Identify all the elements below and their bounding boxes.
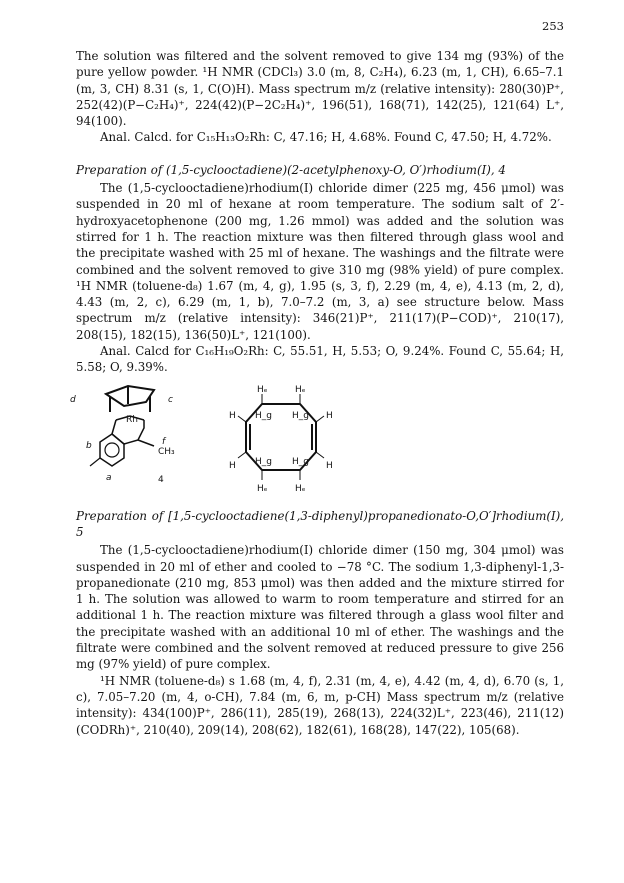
label-he-bottom-right: Hₑ	[295, 483, 306, 494]
page-number: 253	[542, 19, 564, 33]
label-he-top-right: Hₑ	[295, 384, 306, 395]
compound-4-structure	[76, 382, 206, 492]
label-compound-4: 4	[158, 474, 164, 485]
label-h-left-1: H	[229, 410, 236, 421]
label-b: b	[86, 440, 92, 451]
label-he-bottom-left: Hₑ	[257, 483, 268, 494]
label-d: d	[70, 394, 76, 405]
label-h-right-2: H	[326, 460, 333, 471]
label-f: f	[162, 436, 166, 447]
page-body	[70, 48, 564, 738]
label-h-right-1: H	[326, 410, 333, 421]
label-hg-4: H_g	[292, 456, 309, 467]
structure-figure	[70, 382, 564, 494]
label-hg-3: H_g	[255, 456, 272, 467]
paragraph-1: The solution was filtered and the solvent removed to give 134 mg (93%) of the pure yellow powder. ¹H NMR (CDCl₃) 3.0 (m, 8, C₂H₄), 6.23 (m, 1, CH), 6.65–7.1 (m, 3, CH) 8.31 (s, 1, C(O)H). Mass spectrum m/z (relative intensity): 280(30)P⁺, 252(42)(P−C₂H₄)⁺, 224(42)(P−2C₂H₄)⁺, 196(51), 168(71), 142(25), 121(64) L⁺, 94(100).	[76, 49, 564, 129]
label-rh: Rh	[126, 414, 138, 425]
paragraph-6: ¹H NMR (toluene-d₈) s 1.68 (m, 4, f), 2.31 (m, 4, e), 4.42 (m, 4, d), 6.70 (s, 1, c), 7.05–7.20 (m, 4, o-CH), 7.84 (m, 6, m, p-CH) Mass spectrum m/z (relative intensity): 434(100)P⁺, 286(11), 285(19), 268(13), 224(32)L⁺, 223(46), 211(12)(CODRh)⁺, 210(40), 209(14), 208(62), 182(61), 168(28), 147(22), 105(68).	[76, 673, 564, 737]
label-c: c	[168, 394, 173, 405]
label-hg-2: H_g	[292, 410, 309, 421]
label-hg-1: H_g	[255, 410, 272, 421]
label-a: a	[106, 472, 112, 483]
paragraph-3: The (1,5-cyclooctadiene)rhodium(I) chloride dimer (225 mg, 456 μmol) was suspended in 20 ml of hexane at room temperature. The sodium salt of 2′-hydroxyacetophenone (200 mg, 1.26 mmol) was added and the solution was stirred for 1 h. The reaction mixture was then filtered through glass wool and the precipitate washed with 25 ml of hexane. The washings and the filtrate were combined and the solvent removed to give 310 mg (98% yield) of pure complex. ¹H NMR (toluene-d₈) 1.67 (m, 4, g), 1.95 (s, 3, f), 2.29 (m, 4, e), 4.13 (m, 2, d), 4.43 (m, 2, c), 6.29 (m, 1, b), 7.0–7.2 (m, 3, a) see structure below. Mass spectrum m/z (relative intensity): 346(21)P⁺, 211(17)(P−COD)⁺, 210(17), 208(15), 182(15), 136(50)L⁺, 121(100).	[76, 181, 564, 342]
label-h-left-2: H	[229, 460, 236, 471]
label-he-top-left: Hₑ	[257, 384, 268, 395]
paragraph-2: Anal. Calcd. for C₁₅H₁₃O₂Rh: C, 47.16; H, 4.68%. Found C, 47.50; H, 4.72%.	[100, 130, 552, 145]
section-heading-4: Preparation of (1,5-cyclooctadiene)(2-acetylphenoxy-O, O′)rhodium(I), 4	[76, 162, 506, 177]
paragraph-5: The (1,5-cyclooctadiene)rhodium(I) chloride dimer (150 mg, 304 μmol) was suspended in 20 ml of ether and cooled to −78 °C. The sodium 1,3-diphenyl-1,3-propanedionate (210 mg, 853 μmol) was then added and the mixture stirred for 1 h. The solution was allowed to warm to room temperature and stirred for an additional 1 h. The reaction mixture was filtered through a glass wool filter and the precipitate washed with an additional 10 ml of ether. The washings and the filtrate were combined and the solvent removed at reduced pressure to give 256 mg (97% yield) of pure complex.	[76, 543, 564, 672]
label-ch3: CH₃	[158, 446, 175, 457]
cod-proton-diagram	[226, 382, 336, 492]
paragraph-4: Anal. Calcd for C₁₆H₁₉O₂Rh: C, 55.51, H, 5.53; O, 9.24%. Found C, 55.64; H, 5.58; O, 9.39%.	[76, 344, 564, 375]
section-heading-5: Preparation of [1,5-cyclooctadiene(1,3-diphenyl)propanedionato-O,O′]rhodium(I), 5	[76, 508, 564, 539]
